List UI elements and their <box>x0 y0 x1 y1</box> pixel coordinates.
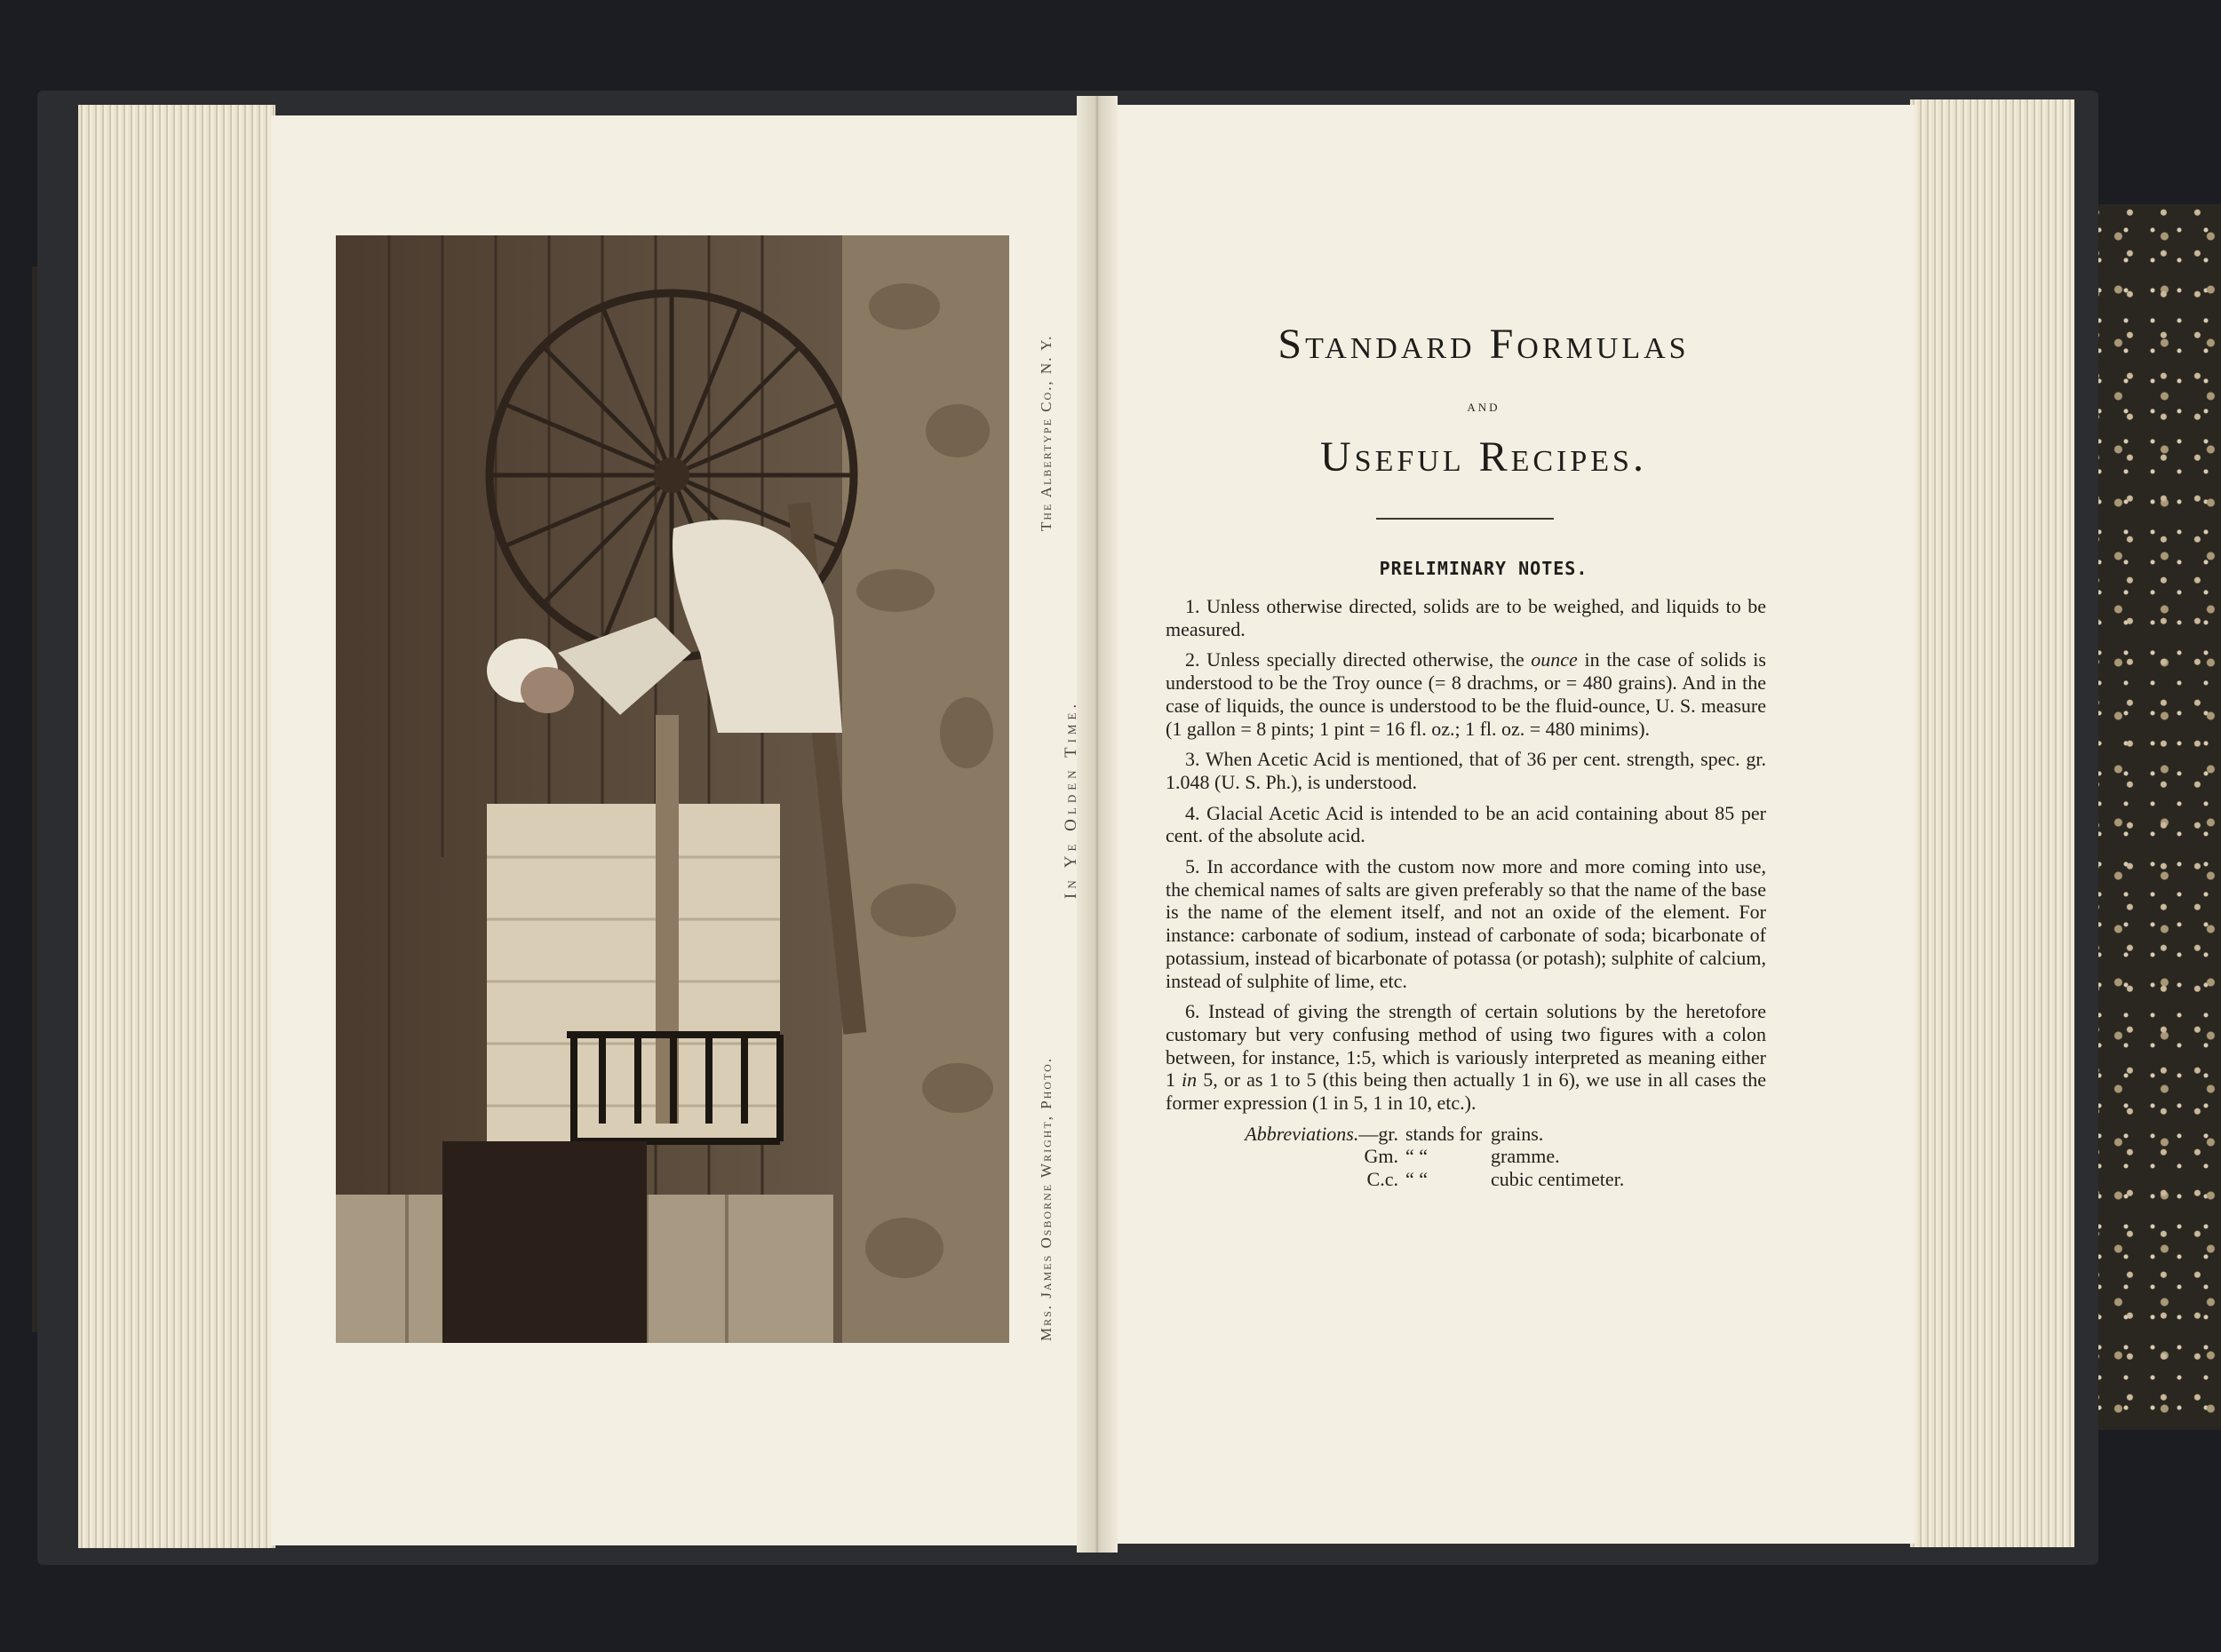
note-2: 2. Unless specially directed otherwise, the ounce in the case of solids is understood to be the Troy ounce (= 8 drachms, or = 480 grains). And in the case of liquids, the ounce is understood to be the fluid-ounce, U. S. measure (1 gallon = 8 pints; 1 pint = 16 fl. oz.; 1 fl. oz. = 480 minims). <box>1166 648 1766 740</box>
abbreviation-ditto: stands for <box>1405 1122 1483 1145</box>
abbreviation-term: —gr. <box>1358 1122 1398 1145</box>
title-and: and <box>1467 397 1501 416</box>
note-6: 6. Instead of giving the strength of certain solutions by the heretofore customary but very confusing method of using two figures with a colon between, for instance, 1:5, which is variously interpreted as meaning either 1 in 5, or as 1 to 5 (this being then actually 1 in 6), we use in all cases the former expression (1 in 5, 1 in 10, etc.). <box>1166 1000 1767 1115</box>
note-3: 3. When Acetic Acid is mentioned, that of 36 per cent. strength, spec. gr. 1.048 (U. S. Ph.), is understood. <box>1166 748 1766 793</box>
marbled-board-right <box>2086 204 2221 1430</box>
section-heading: PRELIMINARY NOTES. <box>1379 558 1588 579</box>
abbreviation-term: Gm. <box>1364 1145 1398 1168</box>
abbreviation-meaning: cubic centimeter. <box>1491 1168 1625 1191</box>
title-rule <box>1376 518 1554 520</box>
abbreviation-row <box>1166 1168 1766 1191</box>
notes-body <box>1166 595 1766 1191</box>
abbreviation-meaning: gramme. <box>1491 1145 1560 1168</box>
printer-credit: The Albertype Co., N. Y. <box>1038 334 1055 531</box>
abbreviations-block <box>1166 1123 1766 1191</box>
title-line-1: Standard Formulas <box>1278 321 1690 368</box>
abbreviation-row <box>1166 1145 1766 1168</box>
page-stack-right <box>1910 99 2074 1547</box>
abbreviation-meaning: grains. <box>1491 1122 1544 1145</box>
abbreviation-term: C.c. <box>1366 1168 1398 1191</box>
book-gutter <box>1077 96 1118 1553</box>
note-5: 5. In accordance with the custom now more and more coming into use, the chemical names of salts are given preferably so that the name of the base is the name of the element itself, and not an oxide of the element. For instance: carbonate of sodium, instead of carbonate of soda; bicarbonate of potassium, instead of bicarbonate of potassa (or potash); sulphite of calcium, instead of sulphite of lime, etc. <box>1166 855 1766 992</box>
title-line-2: Useful Recipes. <box>1320 433 1647 481</box>
abbreviations-label: Abbreviations. <box>1245 1122 1359 1145</box>
abbreviation-row <box>1166 1123 1766 1146</box>
photo-caption: In Ye Olden Time. <box>1062 699 1080 899</box>
photographer-credit: Mrs. James Osborne Wright, Photo. <box>1038 1056 1055 1341</box>
note-4: 4. Glacial Acetic Acid is intended to be an acid containing about 85 per cent. of the absolute acid. <box>1166 801 1766 847</box>
abbreviation-ditto: “ “ <box>1405 1145 1429 1168</box>
spinning-wheel-photograph <box>336 235 1009 1343</box>
note-1: 1. Unless otherwise directed, solids are to be weighed, and liquids to be measured. <box>1166 595 1766 640</box>
abbreviation-ditto: “ “ <box>1405 1168 1429 1191</box>
page-stack-left <box>78 105 275 1548</box>
